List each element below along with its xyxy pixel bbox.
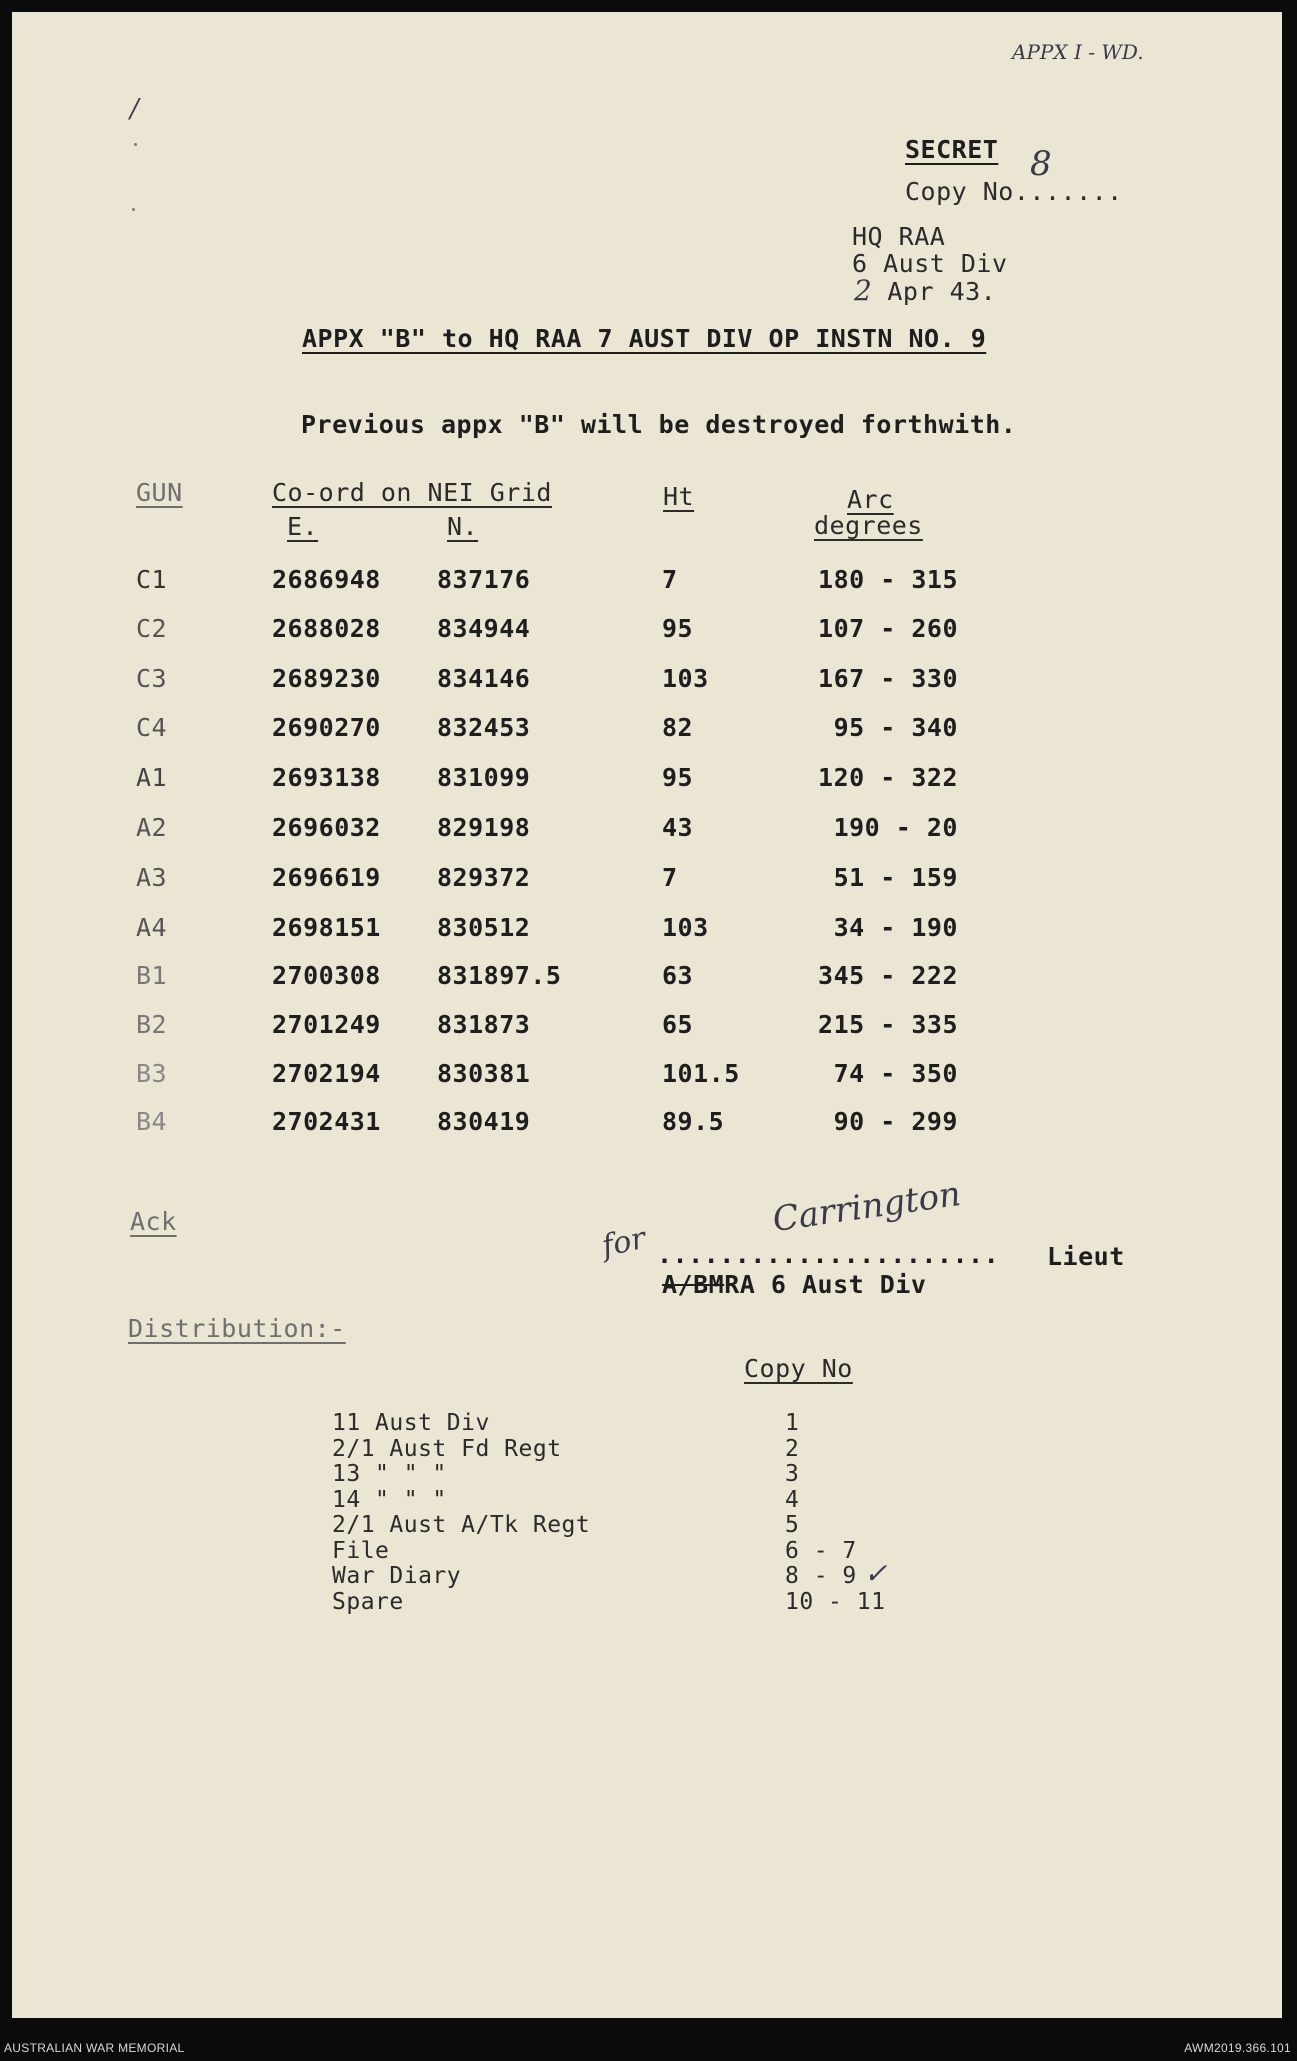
- northing-cell: 832453: [437, 713, 531, 742]
- gun-cell: B4: [136, 1107, 168, 1136]
- signature-unit: [662, 1270, 926, 1299]
- gun-cell: B3: [136, 1059, 168, 1088]
- gun-cell: A4: [136, 913, 168, 942]
- arc-cell: 74 - 350: [833, 1059, 958, 1088]
- height-cell: 7: [662, 863, 678, 892]
- arc-cell: 107 - 260: [818, 614, 958, 643]
- gun-cell: C1: [136, 565, 168, 594]
- origin-date: [854, 274, 996, 307]
- header-coord: Co-ord on NEI Grid: [272, 478, 552, 507]
- easting-cell: 2701249: [272, 1010, 381, 1039]
- copy-number-handwritten: 8: [1030, 144, 1052, 184]
- gun-cell: B1: [136, 961, 168, 990]
- gun-cell: A1: [136, 763, 168, 792]
- northing-cell: 829372: [437, 863, 531, 892]
- margin-dot: [132, 208, 135, 211]
- easting-cell: 2700308: [272, 961, 381, 990]
- copy-no-header: Copy No: [744, 1354, 853, 1383]
- distribution-copy: 2: [785, 1436, 800, 1462]
- northing-cell: 830512: [437, 913, 531, 942]
- gun-cell: A3: [136, 863, 168, 892]
- distribution-recipient: 14 " " ": [332, 1487, 447, 1513]
- signature-handwritten: Carrington: [770, 1174, 964, 1240]
- northing-cell: 830419: [437, 1107, 531, 1136]
- signature-for-handwritten: for: [598, 1220, 649, 1265]
- easting-cell: 2686948: [272, 565, 381, 594]
- distribution-copy: 4: [785, 1487, 800, 1513]
- height-cell: 89.5: [662, 1107, 725, 1136]
- gun-cell: C4: [136, 713, 168, 742]
- arc-cell: 215 - 335: [818, 1010, 958, 1039]
- distribution-copy: 3: [785, 1461, 800, 1487]
- easting-cell: 2689230: [272, 664, 381, 693]
- height-cell: 101.5: [662, 1059, 740, 1088]
- unit-struck-a: A/: [662, 1270, 694, 1299]
- distribution-copy: 8 - 9: [785, 1563, 857, 1589]
- gun-cell: A2: [136, 813, 168, 842]
- distribution-recipient: War Diary: [332, 1563, 462, 1589]
- northing-cell: 834944: [437, 614, 531, 643]
- gun-cell: B2: [136, 1010, 168, 1039]
- northing-cell: 834146: [437, 664, 531, 693]
- date-day-handwritten: 2: [854, 274, 872, 307]
- copy-number-label: Copy No.......: [905, 177, 1123, 206]
- arc-cell: 90 - 299: [833, 1107, 958, 1136]
- northing-cell: 829198: [437, 813, 531, 842]
- check-mark-icon: ✓: [864, 1557, 888, 1590]
- distribution-recipient: 11 Aust Div: [332, 1410, 490, 1436]
- document-title: APPX "B" to HQ RAA 7 AUST DIV OP INSTN NO. 9: [302, 324, 987, 353]
- easting-cell: 2702194: [272, 1059, 381, 1088]
- footer-credit: AUSTRALIAN WAR MEMORIAL: [4, 2041, 185, 2055]
- distribution-recipient: Spare: [332, 1589, 404, 1615]
- gun-cell: C2: [136, 614, 168, 643]
- distribution-recipient: 2/1 Aust A/Tk Regt: [332, 1512, 591, 1538]
- header-degrees: degrees: [814, 511, 923, 540]
- height-cell: 65: [662, 1010, 694, 1039]
- header-arc: Arc: [847, 485, 894, 514]
- easting-cell: 2688028: [272, 614, 381, 643]
- signature-dotted-line: ......................: [657, 1240, 1000, 1269]
- easting-cell: 2696032: [272, 813, 381, 842]
- footer-reference: AWM2019.366.101: [1184, 2041, 1291, 2055]
- distribution-copy: 10 - 11: [785, 1589, 886, 1615]
- height-cell: 82: [662, 713, 694, 742]
- height-cell: 103: [662, 913, 709, 942]
- northing-cell: 831873: [437, 1010, 531, 1039]
- margin-mark: /: [130, 94, 139, 124]
- distribution-label: Distribution:-: [128, 1314, 346, 1343]
- northing-cell: 831897.5: [437, 961, 562, 990]
- height-cell: 63: [662, 961, 694, 990]
- northing-cell: 830381: [437, 1059, 531, 1088]
- instruction-note: Previous appx "B" will be destroyed forthwith.: [301, 410, 1017, 439]
- arc-cell: 120 - 322: [818, 763, 958, 792]
- height-cell: 7: [662, 565, 678, 594]
- northing-cell: 837176: [437, 565, 531, 594]
- gun-cell: C3: [136, 664, 168, 693]
- margin-dot: [134, 143, 137, 146]
- height-cell: 95: [662, 614, 694, 643]
- northing-cell: 831099: [437, 763, 531, 792]
- header-easting: E.: [287, 512, 319, 541]
- easting-cell: 2690270: [272, 713, 381, 742]
- arc-cell: 34 - 190: [833, 913, 958, 942]
- distribution-copy: 5: [785, 1512, 800, 1538]
- unit-rest: RA 6 Aust Div: [724, 1270, 927, 1299]
- handwritten-annotation: APPX I - WD.: [1012, 40, 1144, 64]
- unit-struck-bm: BM: [693, 1270, 725, 1299]
- arc-cell: 190 - 20: [833, 813, 958, 842]
- distribution-recipient: 13 " " ": [332, 1461, 447, 1487]
- header-northing: N.: [447, 512, 479, 541]
- arc-cell: 180 - 315: [818, 565, 958, 594]
- arc-cell: 167 - 330: [818, 664, 958, 693]
- height-cell: 95: [662, 763, 694, 792]
- origin-line-1: HQ RAA: [852, 222, 946, 251]
- origin-line-2: 6 Aust Div: [852, 249, 1008, 278]
- distribution-recipient: 2/1 Aust Fd Regt: [332, 1436, 562, 1462]
- distribution-recipient: File: [332, 1538, 390, 1564]
- easting-cell: 2696619: [272, 863, 381, 892]
- ack-label: Ack: [130, 1207, 177, 1236]
- arc-cell: 345 - 222: [818, 961, 958, 990]
- height-cell: 103: [662, 664, 709, 693]
- arc-cell: 95 - 340: [833, 713, 958, 742]
- easting-cell: 2693138: [272, 763, 381, 792]
- distribution-copy: 6 - 7: [785, 1538, 857, 1564]
- header-gun: GUN: [136, 478, 183, 507]
- classification-marking: SECRET: [905, 135, 999, 164]
- date-typed: Apr 43.: [871, 277, 997, 306]
- header-height: Ht: [663, 482, 695, 511]
- document-page: [12, 12, 1282, 2018]
- easting-cell: 2702431: [272, 1107, 381, 1136]
- signature-rank: Lieut: [1047, 1242, 1125, 1271]
- distribution-copy: 1: [785, 1410, 800, 1436]
- height-cell: 43: [662, 813, 694, 842]
- arc-cell: 51 - 159: [833, 863, 958, 892]
- easting-cell: 2698151: [272, 913, 381, 942]
